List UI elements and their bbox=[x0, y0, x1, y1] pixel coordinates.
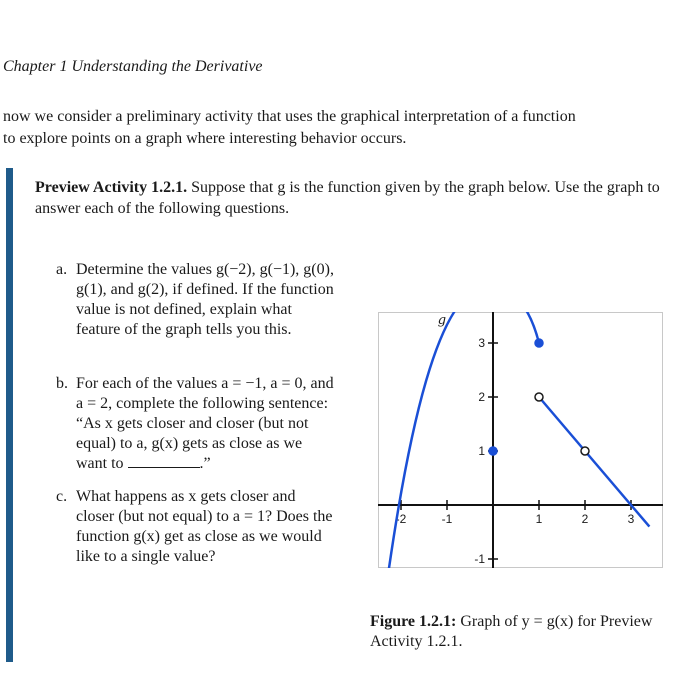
x-tick-label: 2 bbox=[581, 512, 589, 526]
question-c-text: What happens as x gets closer and closer (but not equal) to a = 1? Does the function g(x) get as close as we would like to a single value? bbox=[76, 488, 333, 565]
question-a-letter: a. bbox=[56, 261, 68, 278]
answer-blank bbox=[128, 467, 200, 468]
curve-piece-middle bbox=[493, 312, 539, 343]
closed-point bbox=[535, 339, 543, 347]
intro-line-1: now we consider a preliminary activity that uses the graphical interpretation of a function bbox=[3, 108, 576, 125]
question-b-letter: b. bbox=[56, 375, 68, 392]
question-c bbox=[56, 487, 336, 567]
closed-point bbox=[489, 447, 497, 455]
question-b-close-quote: .” bbox=[199, 455, 211, 472]
activity-intro bbox=[35, 177, 665, 219]
x-tick-label: -2 bbox=[395, 512, 407, 526]
activity-side-bar bbox=[6, 168, 13, 662]
y-tick-label: 1 bbox=[478, 444, 485, 458]
activity-label: Preview Activity 1.2.1. bbox=[35, 179, 188, 196]
figure-caption-text: Graph of y = g(x) for Preview Activity 1.2.1. bbox=[370, 613, 653, 650]
curve-label: g bbox=[437, 313, 447, 329]
figure-label: Figure 1.2.1: bbox=[370, 613, 457, 630]
open-point bbox=[581, 447, 589, 455]
graph-frame bbox=[379, 313, 663, 568]
y-tick-label: 2 bbox=[478, 390, 485, 404]
x-tick-label: 1 bbox=[535, 512, 543, 526]
figure-caption bbox=[370, 612, 670, 652]
question-a bbox=[56, 260, 336, 340]
question-b bbox=[56, 374, 336, 474]
y-tick-label: 3 bbox=[478, 336, 485, 350]
question-b-text: For each of the values a = −1, a = 0, and a = 2, complete the following sentence: “As x gets closer and closer (but not equal) to a, g(x) gets as close as we want to bbox=[76, 375, 334, 472]
intro-line-2: to explore points on a graph where interesting behavior occurs. bbox=[3, 130, 407, 147]
curve-piece-right bbox=[539, 397, 649, 527]
question-c-letter: c. bbox=[56, 488, 68, 505]
intro-paragraph bbox=[3, 106, 667, 150]
question-a-text: Determine the values g(−2), g(−1), g(0), g(1), and g(2), if defined. If the function value is not defined, explain what feature of the graph tells you this. bbox=[76, 261, 334, 338]
x-tick-label: -1 bbox=[441, 512, 453, 526]
y-tick-label: -1 bbox=[474, 552, 485, 566]
chapter-header: Chapter 1 Understanding the Derivative bbox=[3, 58, 263, 75]
x-tick-label: 3 bbox=[627, 512, 635, 526]
curve-piece-left bbox=[387, 312, 493, 568]
activity-text: Suppose that g is the function given by the graph below. Use the graph to answer each of the following questions. bbox=[35, 179, 660, 217]
open-point bbox=[535, 393, 543, 401]
function-graph bbox=[378, 312, 663, 568]
question-b-body bbox=[76, 374, 336, 474]
